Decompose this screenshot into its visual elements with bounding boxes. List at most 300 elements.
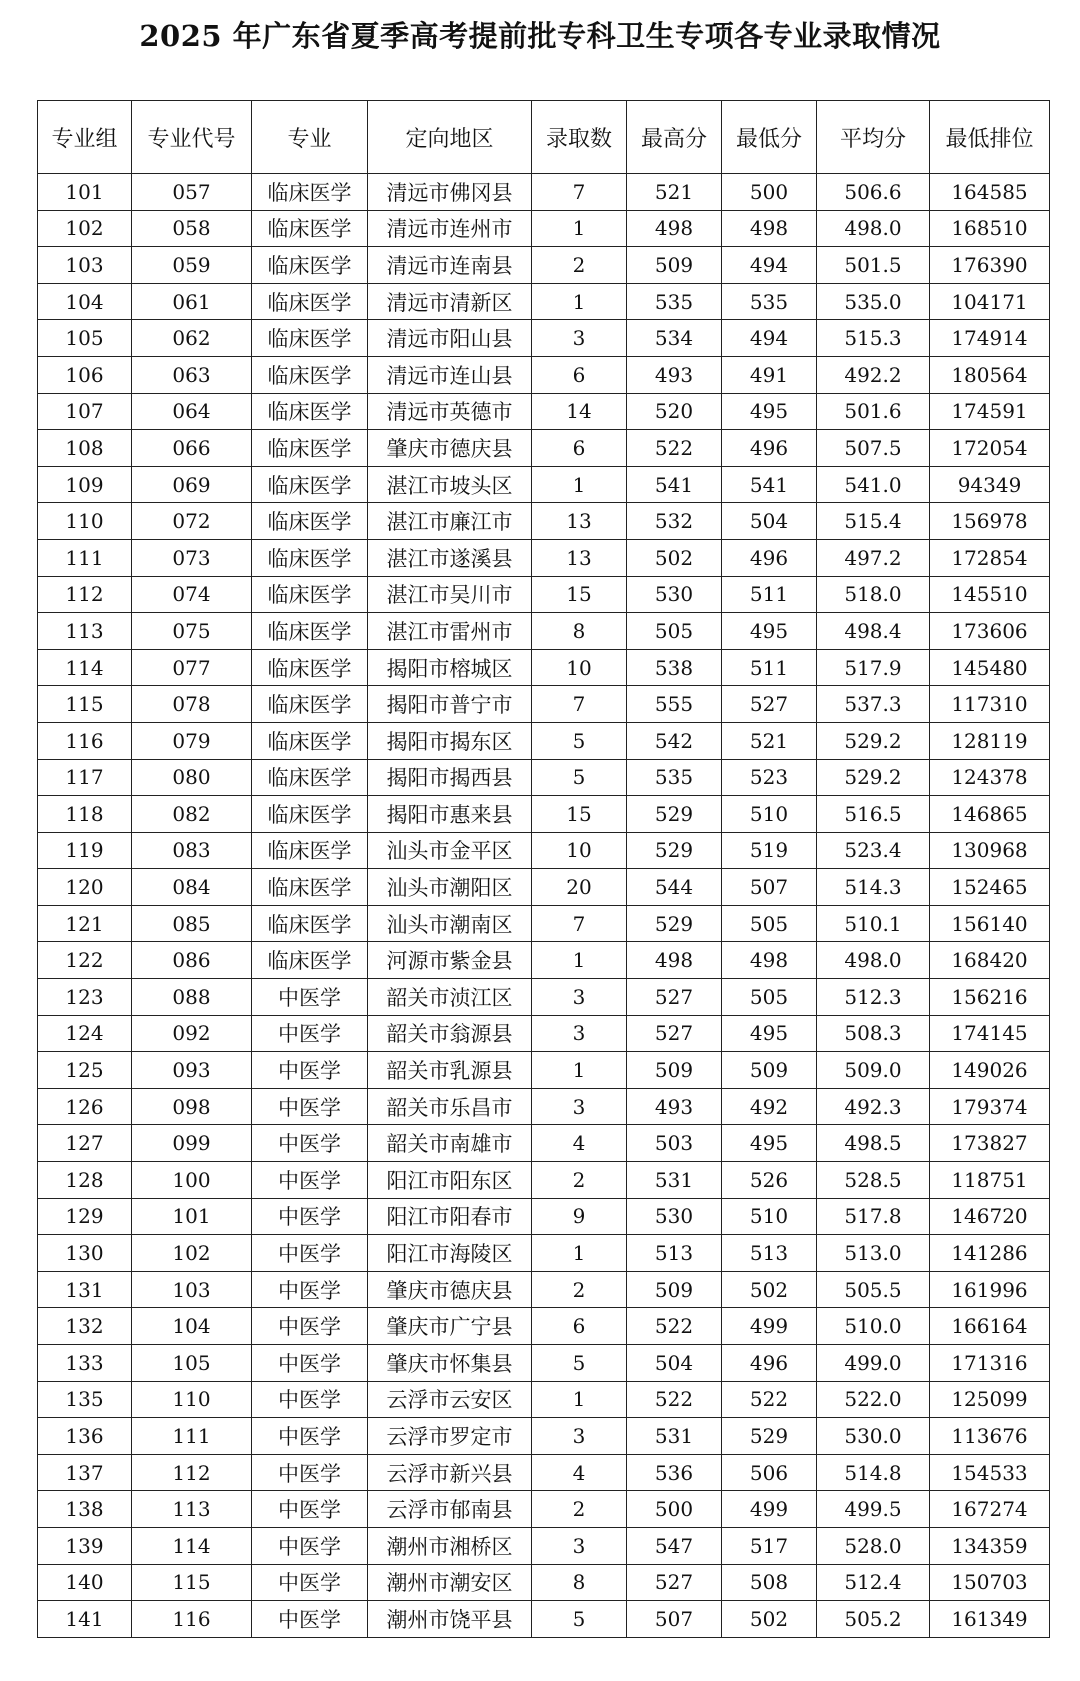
cell-code: 082 (132, 796, 252, 833)
cell-major: 中医学 (252, 1491, 368, 1528)
cell-min-score: 494 (722, 320, 817, 357)
cell-major: 临床医学 (252, 247, 368, 284)
cell-avg-score: 512.4 (817, 1564, 930, 1601)
cell-min-score: 511 (722, 576, 817, 613)
col-header-avg-score: 平均分 (817, 101, 930, 174)
cell-avg-score: 492.2 (817, 356, 930, 393)
cell-admitted: 1 (532, 1235, 627, 1272)
cell-group: 103 (38, 247, 132, 284)
cell-group: 135 (38, 1381, 132, 1418)
cell-admitted: 10 (532, 832, 627, 869)
cell-min-score: 498 (722, 210, 817, 247)
cell-group: 139 (38, 1527, 132, 1564)
cell-min-score: 508 (722, 1564, 817, 1601)
cell-admitted: 7 (532, 686, 627, 723)
cell-group: 111 (38, 539, 132, 576)
cell-min-score: 496 (722, 430, 817, 467)
cell-max-score: 529 (627, 905, 722, 942)
cell-min-rank: 134359 (930, 1527, 1050, 1564)
cell-group: 137 (38, 1454, 132, 1491)
cell-avg-score: 523.4 (817, 832, 930, 869)
cell-region: 云浮市云安区 (368, 1381, 532, 1418)
cell-max-score: 520 (627, 393, 722, 430)
cell-min-rank: 174591 (930, 393, 1050, 430)
cell-min-score: 495 (722, 1015, 817, 1052)
cell-major: 中医学 (252, 1564, 368, 1601)
cell-avg-score: 535.0 (817, 283, 930, 320)
cell-major: 临床医学 (252, 430, 368, 467)
col-header-region: 定向地区 (368, 101, 532, 174)
cell-major: 临床医学 (252, 503, 368, 540)
cell-min-rank: 118751 (930, 1162, 1050, 1199)
cell-group: 119 (38, 832, 132, 869)
cell-max-score: 527 (627, 1564, 722, 1601)
cell-avg-score: 518.0 (817, 576, 930, 613)
cell-code: 113 (132, 1491, 252, 1528)
cell-code: 100 (132, 1162, 252, 1199)
cell-min-score: 535 (722, 283, 817, 320)
cell-code: 103 (132, 1271, 252, 1308)
table-row (38, 1345, 1050, 1382)
cell-major: 中医学 (252, 1271, 368, 1308)
cell-code: 111 (132, 1418, 252, 1455)
cell-major: 临床医学 (252, 722, 368, 759)
cell-max-score: 529 (627, 832, 722, 869)
cell-major: 临床医学 (252, 356, 368, 393)
cell-region: 清远市佛冈县 (368, 174, 532, 211)
cell-max-score: 505 (627, 613, 722, 650)
cell-admitted: 6 (532, 1308, 627, 1345)
cell-major: 临床医学 (252, 320, 368, 357)
cell-avg-score: 528.5 (817, 1162, 930, 1199)
cell-major: 中医学 (252, 1235, 368, 1272)
table-row (38, 393, 1050, 430)
cell-avg-score: 507.5 (817, 430, 930, 467)
cell-min-rank: 156978 (930, 503, 1050, 540)
cell-min-rank: 176390 (930, 247, 1050, 284)
cell-admitted: 2 (532, 1491, 627, 1528)
cell-region: 云浮市新兴县 (368, 1454, 532, 1491)
cell-code: 098 (132, 1088, 252, 1125)
cell-admitted: 2 (532, 247, 627, 284)
cell-code: 101 (132, 1198, 252, 1235)
cell-group: 113 (38, 613, 132, 650)
cell-region: 云浮市郁南县 (368, 1491, 532, 1528)
page-title: 2025 年广东省夏季高考提前批专科卫生专项各专业录取情况 (139, 19, 941, 53)
cell-min-rank: 180564 (930, 356, 1050, 393)
cell-code: 058 (132, 210, 252, 247)
cell-group: 127 (38, 1125, 132, 1162)
cell-admitted: 3 (532, 320, 627, 357)
cell-min-score: 519 (722, 832, 817, 869)
cell-major: 临床医学 (252, 686, 368, 723)
cell-region: 韶关市浈江区 (368, 979, 532, 1016)
cell-group: 118 (38, 796, 132, 833)
cell-max-score: 498 (627, 210, 722, 247)
cell-avg-score: 513.0 (817, 1235, 930, 1272)
cell-region: 阳江市阳春市 (368, 1198, 532, 1235)
cell-region: 肇庆市德庆县 (368, 1271, 532, 1308)
cell-major: 中医学 (252, 1601, 368, 1638)
table-row (38, 210, 1050, 247)
cell-group: 140 (38, 1564, 132, 1601)
cell-max-score: 509 (627, 1052, 722, 1089)
cell-min-score: 529 (722, 1418, 817, 1455)
cell-min-score: 505 (722, 905, 817, 942)
cell-min-score: 541 (722, 466, 817, 503)
cell-region: 汕头市潮阳区 (368, 869, 532, 906)
cell-code: 104 (132, 1308, 252, 1345)
cell-max-score: 530 (627, 576, 722, 613)
table-row (38, 1052, 1050, 1089)
cell-region: 阳江市海陵区 (368, 1235, 532, 1272)
cell-code: 074 (132, 576, 252, 613)
cell-group: 121 (38, 905, 132, 942)
cell-min-score: 510 (722, 796, 817, 833)
cell-min-rank: 150703 (930, 1564, 1050, 1601)
cell-min-rank: 172054 (930, 430, 1050, 467)
table-row (38, 1418, 1050, 1455)
cell-min-rank: 161996 (930, 1271, 1050, 1308)
table-row (38, 503, 1050, 540)
cell-min-rank: 146720 (930, 1198, 1050, 1235)
cell-region: 揭阳市普宁市 (368, 686, 532, 723)
cell-min-rank: 173606 (930, 613, 1050, 650)
cell-region: 潮州市湘桥区 (368, 1527, 532, 1564)
table-row (38, 1454, 1050, 1491)
col-header-group: 专业组 (38, 101, 132, 174)
cell-min-score: 499 (722, 1308, 817, 1345)
table-row (38, 430, 1050, 467)
table-row (38, 796, 1050, 833)
cell-avg-score: 492.3 (817, 1088, 930, 1125)
cell-major: 中医学 (252, 979, 368, 1016)
cell-code: 114 (132, 1527, 252, 1564)
col-header-major: 专业 (252, 101, 368, 174)
cell-min-score: 499 (722, 1491, 817, 1528)
cell-group: 141 (38, 1601, 132, 1638)
cell-region: 清远市阳山县 (368, 320, 532, 357)
cell-max-score: 503 (627, 1125, 722, 1162)
cell-max-score: 535 (627, 283, 722, 320)
cell-group: 132 (38, 1308, 132, 1345)
cell-admitted: 2 (532, 1162, 627, 1199)
cell-region: 清远市清新区 (368, 283, 532, 320)
cell-max-score: 493 (627, 356, 722, 393)
table-row (38, 247, 1050, 284)
cell-code: 088 (132, 979, 252, 1016)
cell-avg-score: 497.2 (817, 539, 930, 576)
table-row (38, 869, 1050, 906)
cell-avg-score: 498.5 (817, 1125, 930, 1162)
table-row (38, 1308, 1050, 1345)
cell-code: 085 (132, 905, 252, 942)
cell-code: 062 (132, 320, 252, 357)
cell-region: 肇庆市怀集县 (368, 1345, 532, 1382)
cell-max-score: 541 (627, 466, 722, 503)
cell-admitted: 5 (532, 1345, 627, 1382)
table-row (38, 1527, 1050, 1564)
cell-major: 中医学 (252, 1162, 368, 1199)
cell-min-score: 491 (722, 356, 817, 393)
cell-avg-score: 517.8 (817, 1198, 930, 1235)
cell-region: 清远市连州市 (368, 210, 532, 247)
cell-min-rank: 171316 (930, 1345, 1050, 1382)
cell-admitted: 3 (532, 1088, 627, 1125)
cell-code: 092 (132, 1015, 252, 1052)
cell-code: 063 (132, 356, 252, 393)
cell-max-score: 529 (627, 796, 722, 833)
table-row (38, 1162, 1050, 1199)
cell-max-score: 502 (627, 539, 722, 576)
cell-region: 云浮市罗定市 (368, 1418, 532, 1455)
cell-avg-score: 499.0 (817, 1345, 930, 1382)
cell-region: 揭阳市惠来县 (368, 796, 532, 833)
cell-admitted: 13 (532, 539, 627, 576)
cell-max-score: 522 (627, 1381, 722, 1418)
cell-admitted: 15 (532, 576, 627, 613)
cell-group: 115 (38, 686, 132, 723)
cell-max-score: 498 (627, 942, 722, 979)
cell-admitted: 5 (532, 1601, 627, 1638)
cell-code: 110 (132, 1381, 252, 1418)
table-row (38, 759, 1050, 796)
cell-min-rank: 168420 (930, 942, 1050, 979)
cell-code: 079 (132, 722, 252, 759)
table-row (38, 832, 1050, 869)
table-row (38, 1381, 1050, 1418)
cell-major: 临床医学 (252, 613, 368, 650)
cell-avg-score: 512.3 (817, 979, 930, 1016)
cell-avg-score: 508.3 (817, 1015, 930, 1052)
cell-min-score: 506 (722, 1454, 817, 1491)
admission-table (37, 100, 1050, 1638)
cell-min-rank: 124378 (930, 759, 1050, 796)
cell-admitted: 14 (532, 393, 627, 430)
cell-region: 韶关市南雄市 (368, 1125, 532, 1162)
cell-avg-score: 510.0 (817, 1308, 930, 1345)
cell-region: 汕头市金平区 (368, 832, 532, 869)
cell-admitted: 1 (532, 210, 627, 247)
cell-avg-score: 515.4 (817, 503, 930, 540)
cell-min-score: 498 (722, 942, 817, 979)
cell-group: 108 (38, 430, 132, 467)
cell-admitted: 1 (532, 283, 627, 320)
cell-admitted: 1 (532, 1381, 627, 1418)
cell-major: 临床医学 (252, 869, 368, 906)
cell-avg-score: 517.9 (817, 649, 930, 686)
cell-avg-score: 514.3 (817, 869, 930, 906)
cell-admitted: 8 (532, 1564, 627, 1601)
table-row (38, 1125, 1050, 1162)
cell-code: 069 (132, 466, 252, 503)
col-header-max-score: 最高分 (627, 101, 722, 174)
cell-admitted: 5 (532, 759, 627, 796)
cell-min-rank: 141286 (930, 1235, 1050, 1272)
cell-group: 130 (38, 1235, 132, 1272)
cell-region: 湛江市坡头区 (368, 466, 532, 503)
cell-code: 072 (132, 503, 252, 540)
cell-code: 112 (132, 1454, 252, 1491)
cell-region: 湛江市雷州市 (368, 613, 532, 650)
cell-max-score: 532 (627, 503, 722, 540)
cell-min-rank: 94349 (930, 466, 1050, 503)
cell-avg-score: 501.5 (817, 247, 930, 284)
cell-max-score: 531 (627, 1162, 722, 1199)
cell-max-score: 504 (627, 1345, 722, 1382)
cell-max-score: 547 (627, 1527, 722, 1564)
cell-code: 080 (132, 759, 252, 796)
cell-max-score: 509 (627, 1271, 722, 1308)
cell-min-score: 502 (722, 1601, 817, 1638)
cell-min-rank: 164585 (930, 174, 1050, 211)
cell-major: 临床医学 (252, 174, 368, 211)
cell-min-score: 495 (722, 1125, 817, 1162)
cell-max-score: 522 (627, 1308, 722, 1345)
cell-major: 临床医学 (252, 576, 368, 613)
header-row (38, 101, 1050, 174)
cell-avg-score: 498.0 (817, 210, 930, 247)
cell-code: 057 (132, 174, 252, 211)
col-header-admitted: 录取数 (532, 101, 627, 174)
cell-group: 138 (38, 1491, 132, 1528)
cell-region: 潮州市饶平县 (368, 1601, 532, 1638)
cell-major: 临床医学 (252, 283, 368, 320)
cell-group: 128 (38, 1162, 132, 1199)
table-row (38, 1198, 1050, 1235)
cell-code: 059 (132, 247, 252, 284)
cell-code: 075 (132, 613, 252, 650)
cell-min-rank: 145480 (930, 649, 1050, 686)
cell-min-rank: 173827 (930, 1125, 1050, 1162)
table-row (38, 686, 1050, 723)
col-header-min-rank: 最低排位 (930, 101, 1050, 174)
cell-avg-score: 528.0 (817, 1527, 930, 1564)
cell-major: 中医学 (252, 1381, 368, 1418)
cell-code: 083 (132, 832, 252, 869)
cell-code: 116 (132, 1601, 252, 1638)
cell-min-rank: 168510 (930, 210, 1050, 247)
cell-max-score: 536 (627, 1454, 722, 1491)
cell-max-score: 527 (627, 1015, 722, 1052)
table-row (38, 613, 1050, 650)
cell-admitted: 7 (532, 905, 627, 942)
cell-region: 河源市紫金县 (368, 942, 532, 979)
table-row (38, 1491, 1050, 1528)
cell-group: 124 (38, 1015, 132, 1052)
cell-group: 125 (38, 1052, 132, 1089)
table-row (38, 905, 1050, 942)
cell-min-rank: 154533 (930, 1454, 1050, 1491)
cell-avg-score: 537.3 (817, 686, 930, 723)
cell-min-score: 523 (722, 759, 817, 796)
cell-group: 116 (38, 722, 132, 759)
cell-max-score: 509 (627, 247, 722, 284)
cell-avg-score: 515.3 (817, 320, 930, 357)
cell-major: 临床医学 (252, 210, 368, 247)
cell-avg-score: 529.2 (817, 722, 930, 759)
table-row (38, 174, 1050, 211)
table-row (38, 1271, 1050, 1308)
cell-admitted: 3 (532, 979, 627, 1016)
cell-min-score: 496 (722, 539, 817, 576)
cell-admitted: 20 (532, 869, 627, 906)
cell-max-score: 521 (627, 174, 722, 211)
cell-region: 揭阳市揭东区 (368, 722, 532, 759)
table-row (38, 1601, 1050, 1638)
cell-min-score: 509 (722, 1052, 817, 1089)
cell-region: 潮州市潮安区 (368, 1564, 532, 1601)
cell-avg-score: 505.2 (817, 1601, 930, 1638)
cell-avg-score: 509.0 (817, 1052, 930, 1089)
cell-admitted: 8 (532, 613, 627, 650)
table-row (38, 320, 1050, 357)
cell-admitted: 1 (532, 942, 627, 979)
cell-code: 064 (132, 393, 252, 430)
cell-min-rank: 104171 (930, 283, 1050, 320)
cell-min-score: 511 (722, 649, 817, 686)
cell-region: 肇庆市广宁县 (368, 1308, 532, 1345)
cell-admitted: 3 (532, 1015, 627, 1052)
cell-min-score: 500 (722, 174, 817, 211)
cell-major: 临床医学 (252, 905, 368, 942)
cell-avg-score: 498.4 (817, 613, 930, 650)
cell-min-score: 496 (722, 1345, 817, 1382)
col-header-code: 专业代号 (132, 101, 252, 174)
cell-region: 湛江市廉江市 (368, 503, 532, 540)
cell-group: 120 (38, 869, 132, 906)
cell-region: 清远市英德市 (368, 393, 532, 430)
cell-min-score: 521 (722, 722, 817, 759)
cell-region: 揭阳市揭西县 (368, 759, 532, 796)
cell-max-score: 522 (627, 430, 722, 467)
cell-max-score: 531 (627, 1418, 722, 1455)
cell-major: 中医学 (252, 1454, 368, 1491)
cell-group: 129 (38, 1198, 132, 1235)
cell-admitted: 5 (532, 722, 627, 759)
cell-code: 086 (132, 942, 252, 979)
cell-avg-score: 499.5 (817, 1491, 930, 1528)
table-row (38, 649, 1050, 686)
cell-major: 临床医学 (252, 466, 368, 503)
cell-min-score: 502 (722, 1271, 817, 1308)
cell-major: 中医学 (252, 1088, 368, 1125)
cell-min-rank: 145510 (930, 576, 1050, 613)
cell-min-score: 527 (722, 686, 817, 723)
cell-major: 中医学 (252, 1308, 368, 1345)
cell-major: 临床医学 (252, 942, 368, 979)
table-row (38, 576, 1050, 613)
cell-major: 中医学 (252, 1015, 368, 1052)
cell-min-rank: 125099 (930, 1381, 1050, 1418)
cell-group: 110 (38, 503, 132, 540)
cell-max-score: 493 (627, 1088, 722, 1125)
cell-group: 104 (38, 283, 132, 320)
cell-major: 临床医学 (252, 649, 368, 686)
cell-min-rank: 117310 (930, 686, 1050, 723)
cell-admitted: 7 (532, 174, 627, 211)
cell-group: 107 (38, 393, 132, 430)
cell-min-rank: 113676 (930, 1418, 1050, 1455)
cell-admitted: 3 (532, 1527, 627, 1564)
cell-min-score: 513 (722, 1235, 817, 1272)
cell-max-score: 555 (627, 686, 722, 723)
cell-max-score: 542 (627, 722, 722, 759)
cell-admitted: 3 (532, 1418, 627, 1455)
cell-max-score: 507 (627, 1601, 722, 1638)
cell-avg-score: 498.0 (817, 942, 930, 979)
cell-min-score: 522 (722, 1381, 817, 1418)
